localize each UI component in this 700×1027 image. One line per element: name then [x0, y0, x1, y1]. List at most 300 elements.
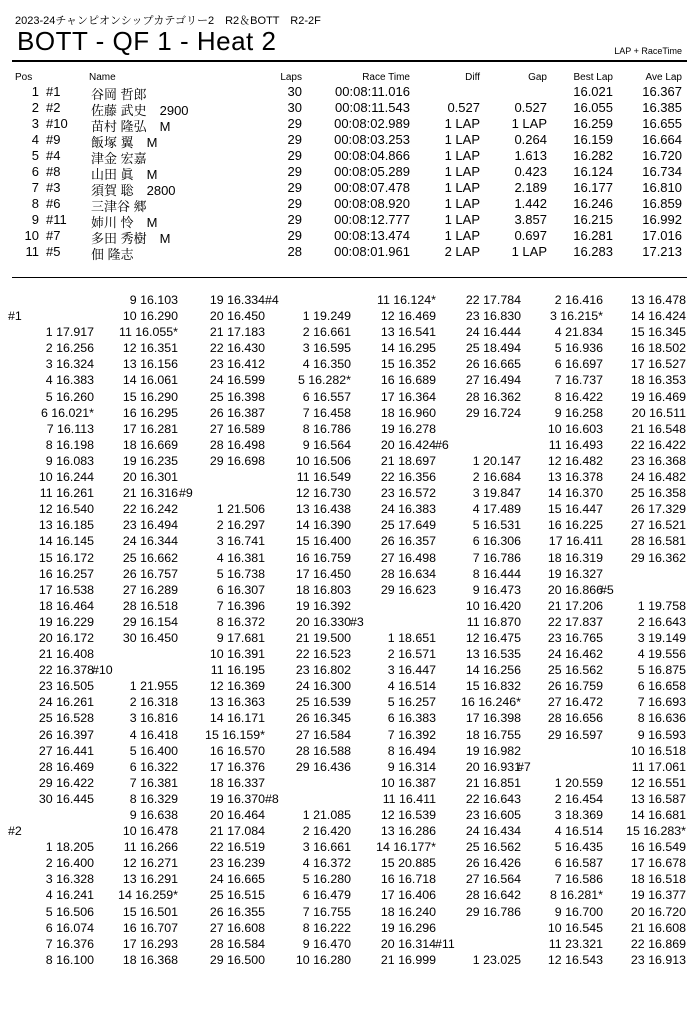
- lap-time-entry: [350, 550, 436, 566]
- result-row: [0, 164, 700, 180]
- result-num: #4: [46, 148, 61, 163]
- lap-time: 21 17.183: [209, 325, 265, 340]
- lap-time-entry: [350, 678, 436, 694]
- lap-time: 7 16.392: [387, 727, 436, 742]
- lap-time: 23 16.802: [295, 663, 351, 678]
- lap-time: 20 16.464: [209, 808, 265, 822]
- lap-time: 26 16.345: [295, 711, 351, 726]
- result-ave-lap: 16.810: [642, 180, 682, 195]
- lap-time: 5 16.435: [554, 840, 603, 855]
- lap-time: 20 16.424: [380, 437, 436, 452]
- lap-time: 1 17.917: [45, 325, 94, 340]
- lap-time-entry: [517, 920, 603, 936]
- lap-time-entry: [265, 759, 351, 775]
- lap-time-entry: [92, 710, 178, 726]
- result-diff: 1 LAP: [444, 212, 480, 227]
- lap-time: 8 16.494: [387, 743, 436, 758]
- lap-time: 14 16.145: [38, 534, 94, 549]
- lap-time-entry: [350, 566, 436, 582]
- lap-time: 13 16.478: [630, 293, 686, 307]
- lap-time-entry: [179, 727, 265, 743]
- lap-time: 23 16.505: [38, 679, 94, 694]
- lap-spacer: [517, 743, 603, 759]
- result-pos: 4: [31, 132, 39, 147]
- lap-time-entry: [600, 437, 686, 453]
- lap-time: 10 16.506: [295, 453, 351, 468]
- lap-time: 21 18.697: [380, 453, 436, 468]
- lap-time-entry: [435, 453, 521, 469]
- lap-time-entry: [517, 952, 603, 968]
- lap-time-entry: [92, 501, 178, 517]
- lap-time-entry: [350, 389, 436, 405]
- lap-time-entry: [92, 694, 178, 710]
- lap-time: 7 16.755: [302, 904, 351, 919]
- lap-time-entry: [435, 727, 521, 743]
- lap-time-entry: [600, 759, 686, 775]
- lap-time: 13 16.185: [38, 518, 94, 533]
- lap-time: 4 16.350: [302, 357, 351, 372]
- lap-time: 17 16.364: [380, 389, 436, 404]
- result-row: [0, 148, 700, 164]
- lap-time-entry: [600, 694, 686, 710]
- lap-time-entry: [435, 694, 521, 710]
- result-name: 飯塚 翼 M: [91, 135, 158, 150]
- lap-time-entry: [350, 340, 436, 356]
- lap-time: 29 16.623: [380, 582, 436, 597]
- lap-time-entry: [435, 710, 521, 726]
- lap-time-entry: [8, 485, 94, 501]
- result-name: 多田 秀樹 M: [91, 231, 171, 246]
- lap-time: 14 16.370: [547, 486, 603, 501]
- lap-time: 25 16.528: [38, 711, 94, 726]
- lap-time: 19 16.334: [209, 293, 265, 307]
- lap-time-entry: [179, 743, 265, 759]
- lap-column: [8, 292, 94, 968]
- lap-time-entry: [600, 952, 686, 968]
- lap-time: 8 16.222: [302, 920, 351, 935]
- lap-time: 8 16.786: [302, 421, 351, 436]
- lap-time-entry: [517, 340, 603, 356]
- lap-time-entry: [265, 904, 351, 920]
- lap-time-entry: [8, 662, 94, 678]
- col-best-lap-header: Best Lap: [573, 72, 613, 83]
- lap-time-entry: [350, 936, 436, 952]
- lap-time-entry: [600, 308, 686, 324]
- lap-time-entry: [350, 871, 436, 887]
- lap-time: 25 16.398: [209, 389, 265, 404]
- lap-time-entry: [92, 566, 178, 582]
- lap-time: 13 16.535: [465, 647, 521, 662]
- lap-time: 23 16.572: [380, 486, 436, 501]
- lap-time: 21 17.084: [209, 824, 265, 839]
- lap-time-entry: [435, 743, 521, 759]
- lap-time-entry: [350, 727, 436, 743]
- lap-time: 26 16.759: [547, 679, 603, 694]
- lap-time: 28 16.498: [209, 437, 265, 452]
- lap-time-entry: [517, 501, 603, 517]
- result-diff: 1 LAP: [444, 180, 480, 195]
- lap-time-entry: [350, 855, 436, 871]
- lap-time-entry: [600, 727, 686, 743]
- lap-time-entry: [435, 871, 521, 887]
- lap-time-entry: [350, 517, 436, 533]
- lap-spacer: [179, 469, 265, 485]
- lap-time: 5 16.738: [216, 566, 265, 581]
- lap-time-entry: [92, 372, 178, 388]
- lap-time-entry: [517, 372, 603, 388]
- heat-title: BOTT - QF 1 - Heat 2: [17, 26, 277, 56]
- lap-time: 4 19.556: [637, 647, 686, 662]
- result-diff: 1 LAP: [444, 132, 480, 147]
- lap-time: 17 16.678: [630, 856, 686, 871]
- lap-time-entry: [350, 421, 436, 437]
- car-heading: [517, 759, 603, 775]
- lap-time-entry: [350, 710, 436, 726]
- lap-time: 22 16.378: [38, 663, 94, 678]
- lap-spacer: [8, 807, 94, 823]
- result-ave-lap: 16.720: [642, 148, 682, 163]
- lap-time: 13 16.438: [295, 502, 351, 517]
- lap-time-entry: [92, 324, 178, 340]
- lap-time: 11 16.124*: [376, 293, 436, 307]
- lap-time-entry: [600, 710, 686, 726]
- lap-time: 15 16.352: [380, 357, 436, 372]
- lap-time-entry: [179, 936, 265, 952]
- lap-time-entry: [92, 920, 178, 936]
- lap-time: 15 16.832: [465, 679, 521, 694]
- lap-time: 3 16.741: [216, 534, 265, 549]
- lap-time: 26 16.426: [465, 856, 521, 871]
- car-number: #9: [179, 486, 193, 501]
- lap-time-entry: [8, 356, 94, 372]
- lap-time: 1 19.758: [637, 598, 686, 613]
- lap-time-entry: [600, 743, 686, 759]
- lap-time: 19 16.278: [380, 421, 436, 436]
- result-num: #10: [46, 116, 68, 131]
- lap-time: 20 16.450: [209, 309, 265, 324]
- lap-time-entry: [517, 904, 603, 920]
- lap-time: 1 21.085: [302, 808, 351, 822]
- lap-time: 12 16.543: [547, 952, 603, 967]
- lap-time-entry: [92, 421, 178, 437]
- result-name: 須賀 聡 2800: [91, 183, 176, 198]
- lap-time: 24 16.300: [295, 679, 351, 694]
- lap-time: 29 16.154: [122, 614, 178, 629]
- result-ave-lap: 17.016: [642, 228, 682, 243]
- lap-time: 27 16.589: [209, 421, 265, 436]
- lap-time-entry: [179, 952, 265, 968]
- result-pos: 10: [24, 228, 39, 243]
- lap-time: 16 16.707: [122, 920, 178, 935]
- lap-time: 1 20.559: [554, 775, 603, 790]
- lap-time: 6 16.697: [554, 357, 603, 372]
- result-laps: 28: [287, 244, 302, 259]
- lap-time: 11 16.549: [296, 470, 351, 485]
- lap-time: 20 16.301: [122, 470, 178, 485]
- lap-time-entry: [350, 839, 436, 855]
- result-num: #8: [46, 164, 61, 179]
- lap-time-entry: [435, 292, 521, 308]
- lap-time-entry: [92, 807, 178, 823]
- lap-time-entry: [92, 533, 178, 549]
- lap-time-entry: [92, 855, 178, 871]
- lap-time: 28 16.581: [630, 534, 686, 549]
- lap-time: 24 16.344: [122, 534, 178, 549]
- lap-time-entry: [600, 614, 686, 630]
- lap-time: 12 16.482: [547, 453, 603, 468]
- result-best-lap: 16.159: [573, 132, 613, 147]
- lap-time: 2 16.400: [45, 856, 94, 871]
- lap-time: 12 16.469: [380, 309, 436, 324]
- lap-time: 5 16.936: [554, 341, 603, 356]
- lap-time-entry: [350, 324, 436, 340]
- result-ave-lap: 16.367: [642, 84, 682, 99]
- result-name: 苗村 隆弘 M: [91, 119, 171, 134]
- result-race-time: 00:08:08.920: [334, 196, 410, 211]
- lap-time-entry: [8, 372, 94, 388]
- lap-time-entry: [265, 887, 351, 903]
- lap-time-entry: [265, 871, 351, 887]
- lap-time: 11 16.493: [548, 437, 603, 452]
- result-gap: 0.423: [514, 164, 547, 179]
- result-diff: 1 LAP: [444, 164, 480, 179]
- col-ave-lap-header: Ave Lap: [645, 72, 682, 83]
- lap-time-entry: [435, 340, 521, 356]
- lap-time: 12 16.539: [380, 808, 436, 822]
- lap-spacer: [8, 292, 94, 308]
- lap-time: 1 20.147: [472, 453, 521, 468]
- lap-time: 17 16.406: [380, 888, 436, 903]
- lap-spacer: [92, 646, 178, 662]
- lap-time: 6 16.557: [302, 389, 351, 404]
- lap-time-entry: [265, 710, 351, 726]
- lap-time-entry: [517, 308, 603, 324]
- lap-time-entry: [517, 324, 603, 340]
- lap-time-entry: [8, 887, 94, 903]
- lap-time: 25 16.539: [295, 695, 351, 710]
- lap-column: [517, 292, 603, 968]
- lap-time-entry: [600, 904, 686, 920]
- lap-time: 11 16.411: [382, 791, 436, 806]
- lap-time: 6 16.307: [216, 582, 265, 597]
- lap-time-entry: [179, 582, 265, 598]
- lap-time-entry: [265, 421, 351, 437]
- lap-time-entry: [8, 533, 94, 549]
- lap-time-entry: [8, 389, 94, 405]
- lap-time: 16 16.570: [209, 743, 265, 758]
- lap-time: 21 16.851: [465, 775, 521, 790]
- lap-time: 22 16.430: [209, 341, 265, 356]
- lap-time: 5 16.506: [45, 904, 94, 919]
- lap-time: 15 20.885: [380, 856, 436, 871]
- lap-time-entry: [600, 324, 686, 340]
- lap-time: 5 16.260: [45, 389, 94, 404]
- lap-time: 15 16.283*: [626, 824, 686, 839]
- lap-time-entry: [350, 485, 436, 501]
- lap-time: 22 16.422: [630, 437, 686, 452]
- lap-time: 22 16.356: [380, 470, 436, 485]
- lap-time-entry: [517, 389, 603, 405]
- result-pos: 2: [31, 100, 39, 115]
- lap-time: 18 16.464: [38, 598, 94, 613]
- lap-time: 20 16.172: [38, 630, 94, 645]
- lap-time: 7 16.396: [216, 598, 265, 613]
- lap-time-entry: [517, 614, 603, 630]
- lap-time: 11 23.321: [548, 936, 603, 951]
- lap-time-entry: [265, 630, 351, 646]
- lap-time-entry: [92, 453, 178, 469]
- result-diff: 1 LAP: [444, 196, 480, 211]
- lap-time-entry: [8, 614, 94, 630]
- lap-time: 9 16.314: [387, 759, 436, 774]
- lap-time-entry: [600, 501, 686, 517]
- lap-time: 13 16.378: [547, 470, 603, 485]
- result-ave-lap: 16.664: [642, 132, 682, 147]
- lap-time: 24 16.434: [465, 824, 521, 839]
- result-name: 佃 隆志: [91, 247, 134, 262]
- lap-time-entry: [600, 775, 686, 791]
- lap-time: 12 16.369: [209, 679, 265, 694]
- lap-time-entry: [179, 437, 265, 453]
- lap-time: 6 16.021*: [40, 405, 94, 420]
- result-gap: 0.527: [514, 100, 547, 115]
- lap-time: 20 16.511: [631, 405, 686, 420]
- result-gap: 0.264: [514, 132, 547, 147]
- lap-time-entry: [517, 727, 603, 743]
- lap-time: 9 16.470: [302, 936, 351, 951]
- lap-time: 2 16.684: [472, 470, 521, 485]
- lap-time: 29 16.500: [209, 952, 265, 967]
- lap-time: 20 16.720: [630, 904, 686, 919]
- lap-spacer: [265, 775, 351, 791]
- lap-time: 6 16.322: [129, 759, 178, 774]
- lap-time: 2 16.454: [554, 791, 603, 806]
- lap-time-entry: [435, 389, 521, 405]
- lap-time: 16 16.225: [547, 518, 603, 533]
- lap-time: 27 16.494: [465, 373, 521, 388]
- lap-time: 29 16.362: [630, 550, 686, 565]
- lap-time: 1 21.506: [216, 502, 265, 517]
- lap-time-entry: [265, 743, 351, 759]
- lap-time: 7 16.786: [472, 550, 521, 565]
- lap-time: 25 16.562: [547, 663, 603, 678]
- lap-time: 3 18.369: [554, 808, 603, 822]
- lap-time-entry: [265, 485, 351, 501]
- lap-time-entry: [350, 775, 436, 791]
- lap-time-entry: [350, 694, 436, 710]
- lap-time-entry: [179, 308, 265, 324]
- lap-time: 29 16.786: [465, 904, 521, 919]
- lap-time-entry: [517, 887, 603, 903]
- lap-time-entry: [600, 807, 686, 823]
- lap-time: 12 16.271: [122, 856, 178, 871]
- lap-time: 3 16.595: [302, 341, 351, 356]
- lap-time: 9 16.103: [129, 293, 178, 307]
- lap-time: 15 16.159*: [205, 727, 265, 742]
- lap-time: 10 16.420: [465, 598, 521, 613]
- result-gap: 1 LAP: [511, 244, 547, 259]
- result-pos: 5: [31, 148, 39, 163]
- lap-time-entry: [517, 694, 603, 710]
- lap-time-entry: [600, 791, 686, 807]
- lap-time-entry: [179, 887, 265, 903]
- result-row: [0, 116, 700, 132]
- lap-time-entry: [435, 952, 521, 968]
- lap-time: 23 16.412: [209, 357, 265, 372]
- lap-time: 26 17.329: [630, 502, 686, 517]
- result-race-time: 00:08:11.543: [335, 100, 410, 115]
- lap-time-entry: [179, 550, 265, 566]
- series-title: 2023-24チャンピオンシップカテゴリー2 R2＆BOTT R2-2F: [15, 15, 321, 27]
- lap-time: 16 16.246*: [461, 695, 521, 710]
- lap-time: 1 18.205: [45, 840, 94, 855]
- lap-time-entry: [179, 855, 265, 871]
- lap-time-entry: [179, 920, 265, 936]
- lap-time-entry: [517, 710, 603, 726]
- result-race-time: 00:08:03.253: [334, 132, 410, 147]
- lap-time-entry: [92, 582, 178, 598]
- lap-time-entry: [435, 533, 521, 549]
- lap-time-entry: [92, 887, 178, 903]
- lap-time: 4 16.514: [387, 679, 436, 694]
- result-best-lap: 16.259: [573, 116, 613, 131]
- lap-time: 2 16.643: [637, 614, 686, 629]
- lap-time-entry: [179, 871, 265, 887]
- lap-time: 4 16.372: [302, 856, 351, 871]
- lap-time: 9 17.681: [216, 630, 265, 645]
- result-num: #11: [46, 212, 67, 227]
- car-heading: [435, 936, 521, 952]
- result-race-time: 00:08:05.289: [334, 164, 410, 179]
- lap-column: [600, 292, 686, 968]
- lap-time-entry: [600, 678, 686, 694]
- lap-time: 28 16.634: [380, 566, 436, 581]
- result-row: [0, 132, 700, 148]
- lap-time-entry: [435, 598, 521, 614]
- lap-time: 3 16.816: [129, 711, 178, 726]
- lap-time: 13 16.286: [380, 824, 436, 839]
- lap-time-entry: [265, 839, 351, 855]
- lap-time-entry: [265, 340, 351, 356]
- lap-time-entry: [92, 517, 178, 533]
- lap-time: 14 16.259*: [118, 888, 178, 903]
- lap-time-entry: [92, 550, 178, 566]
- lap-time: 11 16.266: [123, 840, 178, 855]
- lap-time-entry: [179, 678, 265, 694]
- lap-time-entry: [600, 839, 686, 855]
- lap-time-entry: [92, 356, 178, 372]
- lap-time: 9 16.083: [45, 453, 94, 468]
- lap-time: 15 16.172: [38, 550, 94, 565]
- lap-time-entry: [350, 759, 436, 775]
- result-laps: 29: [287, 196, 302, 211]
- lap-time-entry: [265, 501, 351, 517]
- result-ave-lap: 16.655: [642, 116, 682, 131]
- lap-time-entry: [435, 678, 521, 694]
- lap-time-entry: [600, 453, 686, 469]
- lap-time-entry: [8, 694, 94, 710]
- lap-time: 22 16.643: [465, 791, 521, 806]
- lap-time: 19 16.377: [630, 888, 686, 903]
- lap-time: 23 16.494: [122, 518, 178, 533]
- lap-time: 28 16.362: [465, 389, 521, 404]
- lap-time: 22 16.519: [209, 840, 265, 855]
- lap-time: 17 16.376: [209, 759, 265, 774]
- lap-time: 1 19.249: [302, 309, 351, 324]
- lap-time-entry: [8, 775, 94, 791]
- lap-time-entry: [92, 437, 178, 453]
- lap-time-entry: [265, 936, 351, 952]
